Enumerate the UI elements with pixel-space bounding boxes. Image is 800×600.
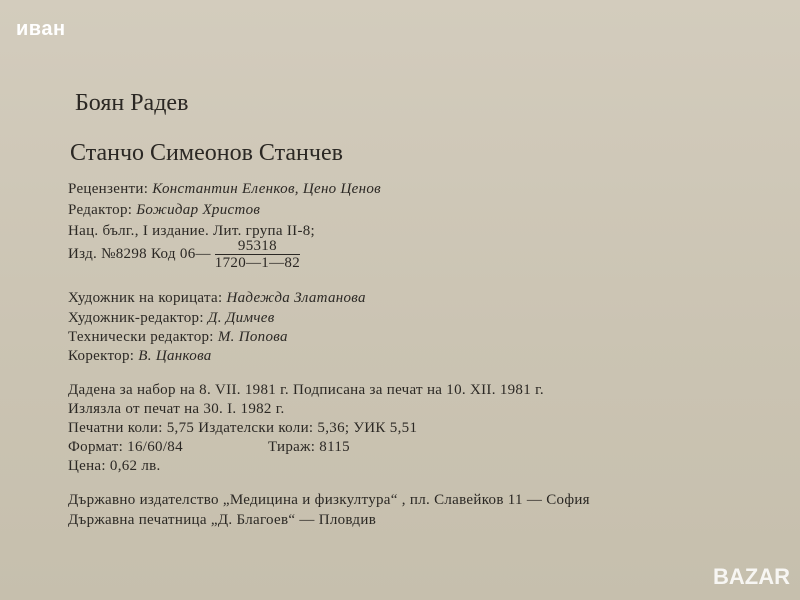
cover-artist-line xyxy=(68,290,366,307)
art-editor-name: Д. Димчев xyxy=(207,310,275,326)
art-editor-label: Художник-редактор: xyxy=(68,310,204,326)
cover-artist-label: Художник на корицата: xyxy=(68,290,223,306)
corner-username-tag: иван xyxy=(16,18,66,40)
watermark-logo: BAZAR xyxy=(713,564,790,589)
code-top: 95318 xyxy=(215,238,300,255)
code-bottom: 1720—1—82 xyxy=(214,255,300,271)
tech-editor-line xyxy=(68,329,288,346)
reviewers-label: Рецензенти: xyxy=(68,181,149,197)
printer-line: Държавна печатница „Д. Благоев“ — Пловдив xyxy=(68,512,377,528)
izd-code-line xyxy=(68,238,300,271)
reviewers-names: Константин Еленков, Цено Ценов xyxy=(152,181,381,197)
national-line: Нац. бълг., I издание. Лит. група II-8; xyxy=(68,223,316,239)
price-line: Цена: 0,62 лв. xyxy=(68,458,161,474)
tech-editor-label: Технически редактор: xyxy=(68,329,214,345)
cover-artist-name: Надежда Златанова xyxy=(226,290,366,306)
tech-editor-name: М. Попова xyxy=(217,329,288,345)
corrector-label: Коректор: xyxy=(68,348,135,364)
print-release-line: Излязла от печат на 30. I. 1982 г. xyxy=(68,401,285,417)
author-name: Боян Радев xyxy=(75,90,189,116)
editor-name: Божидар Христов xyxy=(136,202,261,218)
print-dates-line: Дадена за набор на 8. VII. 1981 г. Подписана за печат на 10. XII. 1981 г. xyxy=(68,382,544,398)
code-fraction xyxy=(215,238,300,271)
editor-label: Редактор: xyxy=(68,202,133,218)
publisher-line: Държавно издателство „Медицина и физкултура“ , пл. Славейков 11 — София xyxy=(68,492,590,508)
editor-line xyxy=(68,202,260,219)
book-title: Станчо Симеонов Станчев xyxy=(70,140,343,166)
izd-prefix: Изд. №8298 Код 06— xyxy=(68,245,211,262)
print-sheets-line: Печатни коли: 5,75 Издателски коли: 5,36; УИК 5,51 xyxy=(68,420,418,436)
reviewers-line xyxy=(68,181,381,198)
format-run-line: Формат: 16/60/84 Тираж: 8115 xyxy=(68,439,350,455)
corrector-name: В. Цанкова xyxy=(138,348,212,364)
art-editor-line xyxy=(68,310,275,327)
corrector-line xyxy=(68,348,212,365)
